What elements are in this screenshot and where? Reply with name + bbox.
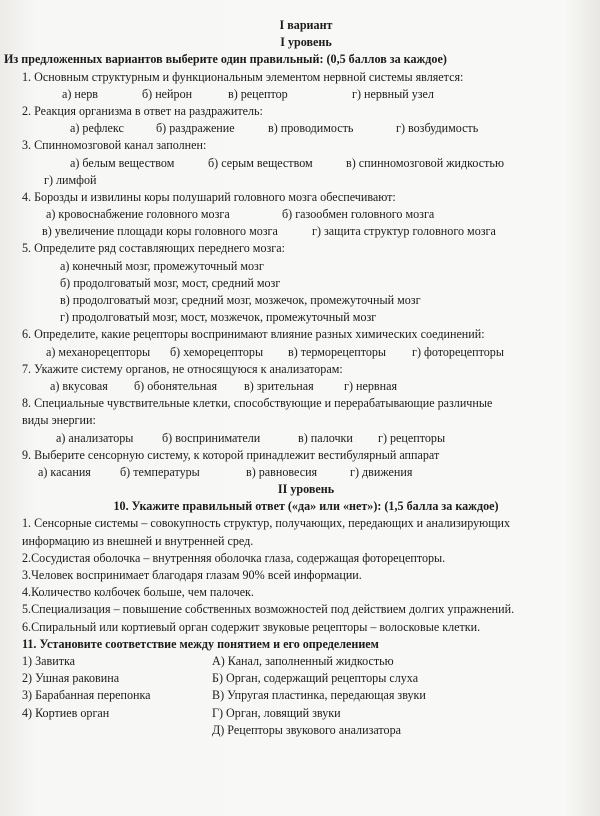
- question-10-title: 10. Укажите правильный ответ («да» или «нет»): (1,5 балла за каждое): [113, 499, 499, 514]
- question-6: 6. Определите, какие рецепторы воспринимают влияние разных химических соединений:: [22, 327, 485, 342]
- q5-option-d: г) продолговатый мозг, мост, мозжечок, промежуточный мозг: [60, 310, 377, 325]
- q2-option-d: г) возбудимость: [396, 121, 479, 136]
- variant-title: I вариант: [279, 18, 333, 32]
- q10-statement-2: 2.Сосудистая оболочка – внутренняя оболочка глаза, содержащая фоторецепторы.: [22, 550, 446, 565]
- question-6-options: [26, 344, 586, 361]
- question-8-options: [26, 430, 586, 447]
- q3-option-b: б) серым веществом: [208, 155, 313, 170]
- q10-statement-6: 6.Спиральный или кортиевый орган содержит звуковые рецепторы – волосковые клетки.: [22, 619, 481, 634]
- match-left-4: 4) Кортиев орган: [22, 705, 110, 720]
- question-7-options: [26, 378, 586, 395]
- match-right-b: Б) Орган, содержащий рецепторы слуха: [212, 671, 419, 686]
- question-2: 2. Реакция организма в ответ на раздражитель:: [22, 103, 263, 118]
- level-2-title: II уровень: [277, 482, 335, 497]
- q5-option-b: б) продолговатый мозг, мост, средний мозг: [60, 275, 281, 290]
- match-row-5: [22, 722, 586, 739]
- q8-option-d: г) рецепторы: [378, 430, 446, 445]
- q10-statement-4: 4.Количество колбочек больше, чем палочек.: [22, 585, 254, 600]
- question-4: 4. Борозды и извилины коры полушарий головного мозга обеспечивают:: [22, 189, 396, 204]
- q1-option-c: в) рецептор: [228, 86, 288, 101]
- q9-option-b: б) температуры: [120, 464, 200, 479]
- q2-option-a: а) рефлекс: [70, 121, 124, 136]
- question-11-title: 11. Установите соответствие между понятием и его определением: [22, 636, 379, 651]
- q7-option-c: в) зрительная: [244, 378, 314, 393]
- q3-option-a: а) белым веществом: [70, 155, 175, 170]
- q2-option-b: б) раздражение: [156, 121, 235, 136]
- q7-option-d: г) нервная: [344, 378, 398, 393]
- question-9-options: [26, 464, 586, 481]
- q4-option-b: б) газообмен головного мозга: [282, 207, 435, 222]
- question-9: 9. Выберите сенсорную систему, к которой принадлежит вестибулярный аппарат: [22, 447, 440, 462]
- question-8-line1: 8. Специальные чувствительные клетки, способствующие и перерабатывающие различные: [22, 396, 493, 411]
- match-left-empty: [22, 722, 212, 739]
- match-left-1: 1) Завитка: [22, 653, 76, 668]
- match-row-2: [22, 670, 586, 687]
- match-row-3: [22, 687, 586, 704]
- match-right-a: А) Канал, заполненный жидкостью: [212, 653, 394, 668]
- question-7: 7. Укажите систему органов, не относящуюся к анализаторам:: [22, 361, 343, 376]
- match-left-2: 2) Ушная раковина: [22, 671, 120, 686]
- q10-statement-1: 1. Сенсорные системы – совокупность структур, получающих, передающих и анализирующих информацию из внешней и внутренней сред.: [22, 516, 511, 548]
- q5-option-a: а) конечный мозг, промежуточный мозг: [60, 258, 264, 273]
- question-8-line2: виды энергии:: [22, 413, 96, 428]
- question-5: 5. Определите ряд составляющих переднего мозга:: [22, 241, 285, 256]
- q6-option-c: в) терморецепторы: [288, 344, 387, 359]
- worksheet-content: [4, 17, 586, 739]
- q10-statement-3: 3.Человек воспринимает благодаря глазам 90% всей информации.: [22, 568, 362, 583]
- question-1: 1. Основным структурным и функциональным элементом нервной системы является:: [22, 69, 464, 84]
- q9-option-a: а) касания: [38, 464, 91, 479]
- level-1-title: I уровень: [280, 35, 332, 50]
- instruction-1: Из предложенных вариантов выберите один правильный: (0,5 баллов за каждое): [4, 52, 447, 67]
- q9-option-d: г) движения: [350, 464, 413, 479]
- question-3-options: [26, 155, 586, 172]
- q2-option-c: в) проводимость: [268, 121, 354, 136]
- q5-option-c: в) продолговатый мозг, средний мозг, мозжечок, промежуточный мозг: [60, 293, 421, 307]
- q1-option-a: а) нерв: [62, 86, 99, 101]
- q7-option-b: б) обонятельная: [134, 378, 218, 393]
- q6-option-d: г) фоторецепторы: [412, 344, 504, 359]
- q10-statement-5: 5.Специализация – повышение собственных возможностей под действием долгих упражнений.: [22, 602, 515, 617]
- q1-option-b: б) нейрон: [142, 86, 193, 101]
- question-2-options: [26, 120, 586, 137]
- q7-option-a: а) вкусовая: [50, 378, 108, 393]
- match-left-3: 3) Барабанная перепонка: [22, 688, 151, 703]
- q3-option-d: г) лимфой: [44, 172, 97, 187]
- q8-option-c: в) палочки: [298, 430, 353, 445]
- question-3: 3. Спинномозговой канал заполнен:: [22, 138, 207, 153]
- q6-option-a: а) механорецепторы: [46, 344, 151, 359]
- q4-option-c: в) увеличение площади коры головного мозга: [42, 224, 278, 239]
- q9-option-c: в) равновесия: [246, 464, 318, 479]
- match-right-c: В) Упругая пластинка, передающая звуки: [212, 688, 426, 703]
- q4-option-a: а) кровоснабжение головного мозга: [46, 207, 230, 222]
- match-row-1: [22, 653, 586, 670]
- q6-option-b: б) хеморецепторы: [170, 344, 264, 359]
- q3-option-c: в) спинномозговой жидкостью: [346, 155, 504, 170]
- q4-option-d: г) защита структур головного мозга: [312, 224, 496, 239]
- match-row-4: [22, 705, 586, 722]
- match-right-d: Г) Орган, ловящий звуки: [212, 705, 341, 720]
- question-4-options-row2: [26, 223, 586, 240]
- q8-option-b: б) восприниматели: [162, 430, 261, 445]
- q1-option-d: г) нервный узел: [352, 86, 434, 101]
- question-4-options-row1: [26, 206, 586, 223]
- match-right-e: Д) Рецепторы звукового анализатора: [212, 722, 401, 737]
- q8-option-a: а) анализаторы: [56, 430, 134, 445]
- question-1-options: [26, 86, 586, 103]
